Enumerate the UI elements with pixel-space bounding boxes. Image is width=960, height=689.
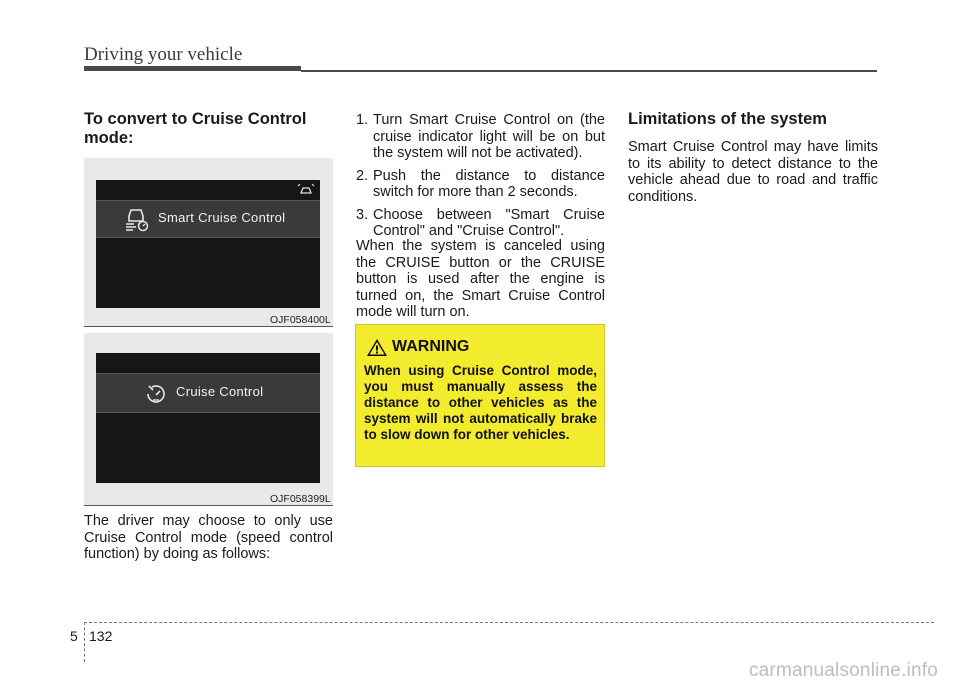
figure1-caption: OJF058400L [270, 314, 331, 326]
cruise-speedometer-icon [144, 380, 168, 406]
watermark: carmanualsonline.info [748, 660, 938, 681]
warning-text: When using Cruise Control mode, you must manually assess the distance to other vehicles as the system will not automatically brake to slow down for other vehicles. [364, 363, 597, 442]
middle-body-text: When the system is canceled using the CRUISE button or the CRUISE button is used after the engine is turned on, the Smart Cruise Control mode will turn on. [356, 238, 605, 320]
header-title: Driving your vehicle [84, 44, 243, 65]
cluster-screen [96, 180, 320, 308]
figure-cruise-control [84, 333, 333, 505]
menu-item-band [96, 373, 320, 413]
figure2-rule [84, 505, 333, 506]
step-number: 3. [356, 206, 369, 223]
footer-divider [84, 622, 85, 662]
figure2-caption: OJF058399L [270, 493, 331, 505]
step-text: Push the distance to distance switch for more than 2 seconds. [373, 167, 605, 200]
smart-cruise-control-label: Smart Cruise Control [158, 210, 286, 225]
header-rule-thick [84, 66, 301, 71]
cruise-control-label: Cruise Control [176, 384, 264, 399]
step-number: 1. [356, 112, 369, 128]
figure1-rule [84, 326, 333, 327]
section-number: 5 [70, 628, 78, 644]
warning-triangle-icon [366, 338, 388, 357]
header-rule-thin [301, 70, 877, 72]
convert-mode-heading: To convert to Cruise Control mode: [84, 110, 307, 147]
figure-smart-cruise-control [84, 158, 333, 326]
limitations-body-text: Smart Cruise Control may have limits to its ability to detect distance to the vehicle ahead due to road and traffic conditions. [628, 139, 878, 205]
step-text: Turn Smart Cruise Control on (the cruise indicator light will be on but the system will not be activated). [373, 112, 605, 161]
warning-box [355, 324, 605, 467]
limitations-heading: Limitations of the system [628, 110, 827, 128]
car-radar-icon [296, 183, 316, 195]
cluster-screen [96, 353, 320, 483]
menu-item-band [96, 200, 320, 238]
list-item [356, 112, 605, 162]
smart-cruise-icon [124, 206, 150, 232]
steps-list [356, 112, 605, 246]
step-number: 2. [356, 167, 369, 184]
list-item [356, 168, 605, 201]
step-text: Choose between "Smart Cruise Control" and "Cruise Control". [373, 206, 605, 239]
left-body-text: The driver may choose to only use Cruise Control mode (speed control function) by doing as follows: [84, 513, 333, 562]
page-number: 132 [89, 628, 113, 644]
warning-title: WARNING [392, 338, 470, 355]
footer-rule [84, 622, 934, 623]
list-item [356, 207, 605, 240]
